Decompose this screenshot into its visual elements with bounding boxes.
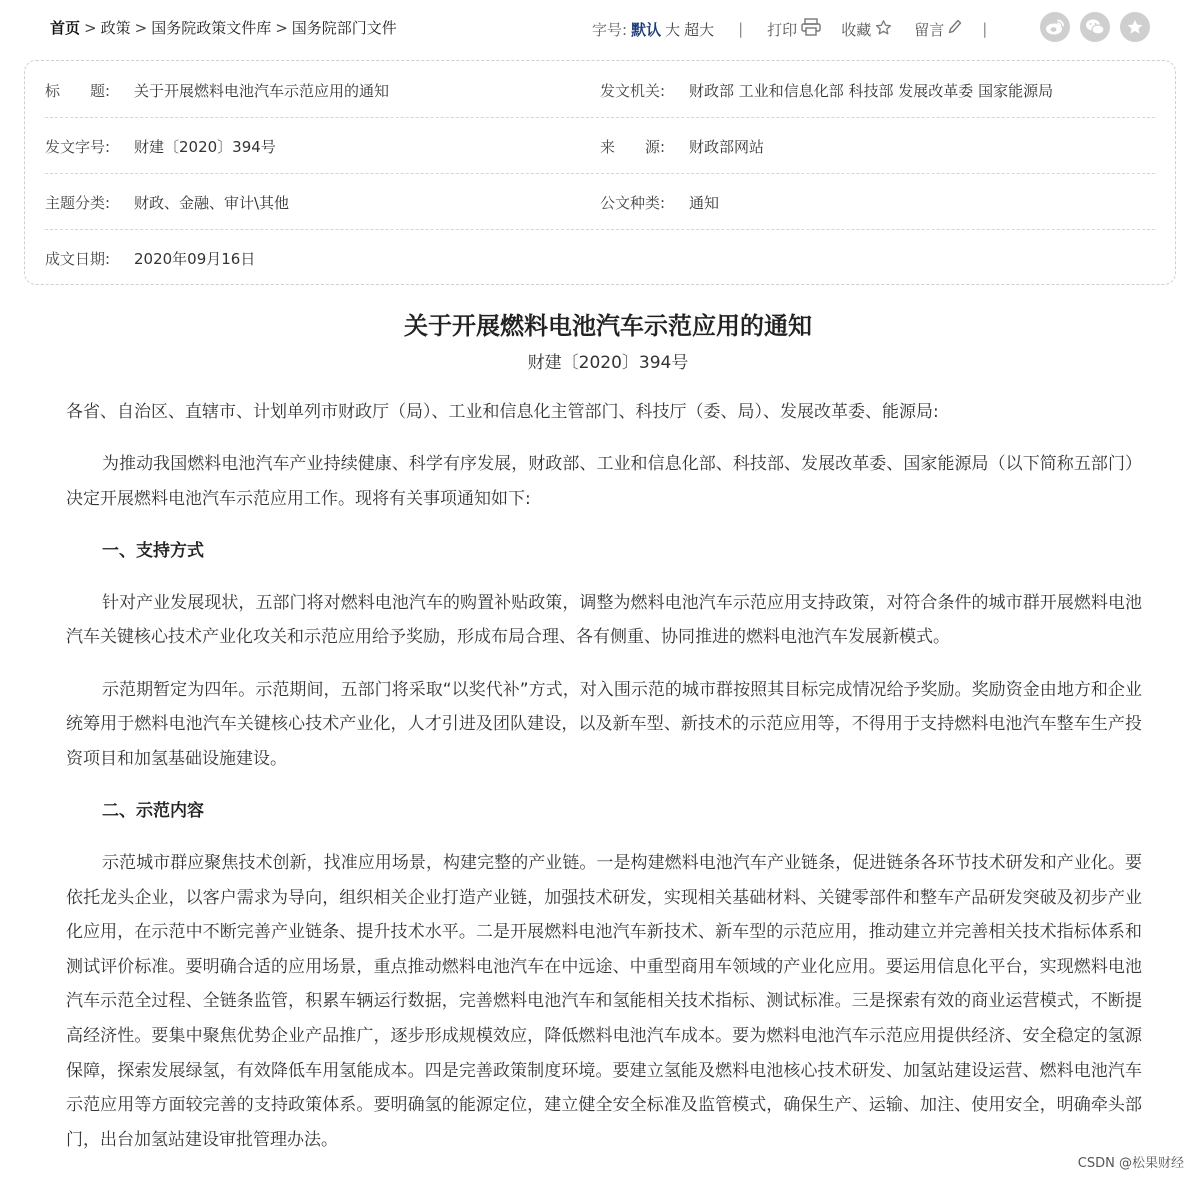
star-icon <box>875 19 892 40</box>
meta-date-value: 2020年09月16日 <box>134 250 256 268</box>
meta-docno-key: 发文字号: <box>45 138 111 156</box>
top-bar <box>0 0 1200 58</box>
meta-docno-value: 财建〔2020〕394号 <box>134 138 276 156</box>
font-size-xlarge-button[interactable]: 超大 <box>684 20 715 39</box>
meta-type-value: 通知 <box>689 194 720 212</box>
breadcrumb-separator: > <box>134 19 148 37</box>
favorite-share-button[interactable] <box>1120 12 1150 42</box>
print-label: 打印 <box>767 20 798 39</box>
font-size-large-button[interactable]: 大 <box>665 20 681 39</box>
meta-issuer-value: 财政部 工业和信息化部 科技部 发展改革委 国家能源局 <box>689 82 1054 100</box>
breadcrumb-separator: > <box>275 19 288 37</box>
meta-title-key: 标 题: <box>45 82 111 100</box>
article-body <box>66 395 1142 1175</box>
toolbar <box>592 17 987 41</box>
star-share-icon <box>1126 18 1144 36</box>
meta-date-key: 成文日期: <box>45 250 111 268</box>
meta-row <box>45 117 1155 173</box>
comment-button[interactable] <box>914 19 962 40</box>
meta-type-key: 公文种类: <box>600 194 666 212</box>
toolbar-divider: | <box>738 20 744 38</box>
meta-title-value: 关于开展燃料电池汽车示范应用的通知 <box>134 82 390 100</box>
meta-issuer-key: 发文机关: <box>600 82 666 100</box>
breadcrumb-separator: > <box>84 19 97 37</box>
article-doc-number: 财建〔2020〕394号 <box>527 353 689 373</box>
meta-source-value: 财政部网站 <box>689 138 765 156</box>
article-addressees: 各省、自治区、直辖市、计划单列市财政厅（局）、工业和信息化主管部门、科技厅（委、局）、发展改革委、能源局: <box>66 402 939 422</box>
csdn-watermark: CSDN @松果财经 <box>1077 1156 1184 1171</box>
meta-row <box>45 61 1155 117</box>
weibo-icon <box>1045 18 1065 36</box>
meta-source-key: 来 源: <box>600 138 666 156</box>
favorite-label: 收藏 <box>841 20 872 39</box>
article-title: 关于开展燃料电池汽车示范应用的通知 <box>404 312 812 340</box>
breadcrumb-link-dept-docs[interactable]: 国务院部门文件 <box>291 19 397 37</box>
section-heading-support: 一、支持方式 <box>102 540 204 561</box>
favorite-button[interactable] <box>841 19 892 40</box>
wechat-share-button[interactable] <box>1080 12 1110 42</box>
wechat-icon <box>1085 18 1105 36</box>
meta-row <box>45 229 1155 285</box>
meta-row <box>45 173 1155 229</box>
section-heading-content: 二、示范内容 <box>102 800 204 821</box>
meta-category-value: 财政、金融、审计\其他 <box>134 194 290 212</box>
printer-icon <box>801 18 821 40</box>
font-size-default-button[interactable]: 默认 <box>631 20 662 39</box>
breadcrumb-home-link[interactable]: 首页 <box>50 19 81 37</box>
article-paragraph: 针对产业发展现状，五部门将对燃料电池汽车的购置补贴政策，调整为燃料电池汽车示范应用支持政策，对符合条件的城市群开展燃料电池汽车关键核心技术产业化攻关和示范应用给予奖励，形成布局合理、各有侧重、协同推进的燃料电池汽车发展新模式。 <box>66 592 1142 648</box>
print-button[interactable] <box>767 18 821 40</box>
breadcrumb-link-policy[interactable]: 政策 <box>100 19 131 37</box>
weibo-share-button[interactable] <box>1040 12 1070 42</box>
article-paragraph: 示范城市群应聚焦技术创新，找准应用场景，构建完整的产业链。一是构建燃料电池汽车产业链条，促进链条各环节技术研发和产业化。要依托龙头企业，以客户需求为导向，组织相关企业打造产业链，加强技术研发，实现相关基础材料、关键零部件和整车产品研发突破及初步产业化应用，在示范中不断完善产业链条、提升技术水平。二是开展燃料电池汽车新技术、新车型的示范应用，推动建立并完善相关技术指标体系和测试评价标准。要明确合适的应用场景，重点推动燃料电池汽车在中远途、中重型商用车领域的产业化应用。要运用信息化平台，实现燃料电池汽车示范全过程、全链条监管，积累车辆运行数据，完善燃料电池汽车和氢能相关技术指标、测试标准。三是探索有效的商业运营模式，不断提高经济性。要集中聚焦优势企业产品推广，逐步形成规模效应，降低燃料电池汽车成本。要为燃料电池汽车示范应用提供经济、安全稳定的氢源保障，探索发展绿氢，有效降低车用氢能成本。四是完善政策制度环境。要建立氢能及燃料电池核心技术研发、加氢站建设运营、燃料电池汽车示范应用等方面较完善的支持政策体系。要明确氢的能源定位，建立健全安全标准及监管模式，确保生产、运输、加注、使用安全，明确牵头部门，出台加氢站建设审批管理办法。 <box>66 852 1142 1150</box>
comment-label: 留言 <box>914 20 945 39</box>
toolbar-divider: | <box>982 20 988 38</box>
breadcrumb <box>50 17 397 38</box>
font-size-label: 字号: <box>592 20 628 39</box>
article-intro-paragraph: 为推动我国燃料电池汽车产业持续健康、科学有序发展，财政部、工业和信息化部、科技部、发展改革委、国家能源局（以下简称五部门）决定开展燃料电池汽车示范应用工作。现将有关事项通知如下: <box>66 454 1142 509</box>
article-paragraph: 示范期暂定为四年。示范期间，五部门将采取“以奖代补”方式，对入围示范的城市群按照其目标完成情况给予奖励。奖励资金由地方和企业统筹用于燃料电池汽车关键核心技术产业化，人才引进及团队建设，以及新车型、新技术的示范应用等，不得用于支持燃料电池汽车整车生产投资项目和加氢基础设施建设。 <box>66 679 1142 769</box>
pencil-icon <box>948 19 962 39</box>
document-metadata-panel <box>24 60 1176 285</box>
meta-category-key: 主题分类: <box>45 194 111 212</box>
breadcrumb-link-policy-library[interactable]: 国务院政策文件库 <box>151 19 272 37</box>
